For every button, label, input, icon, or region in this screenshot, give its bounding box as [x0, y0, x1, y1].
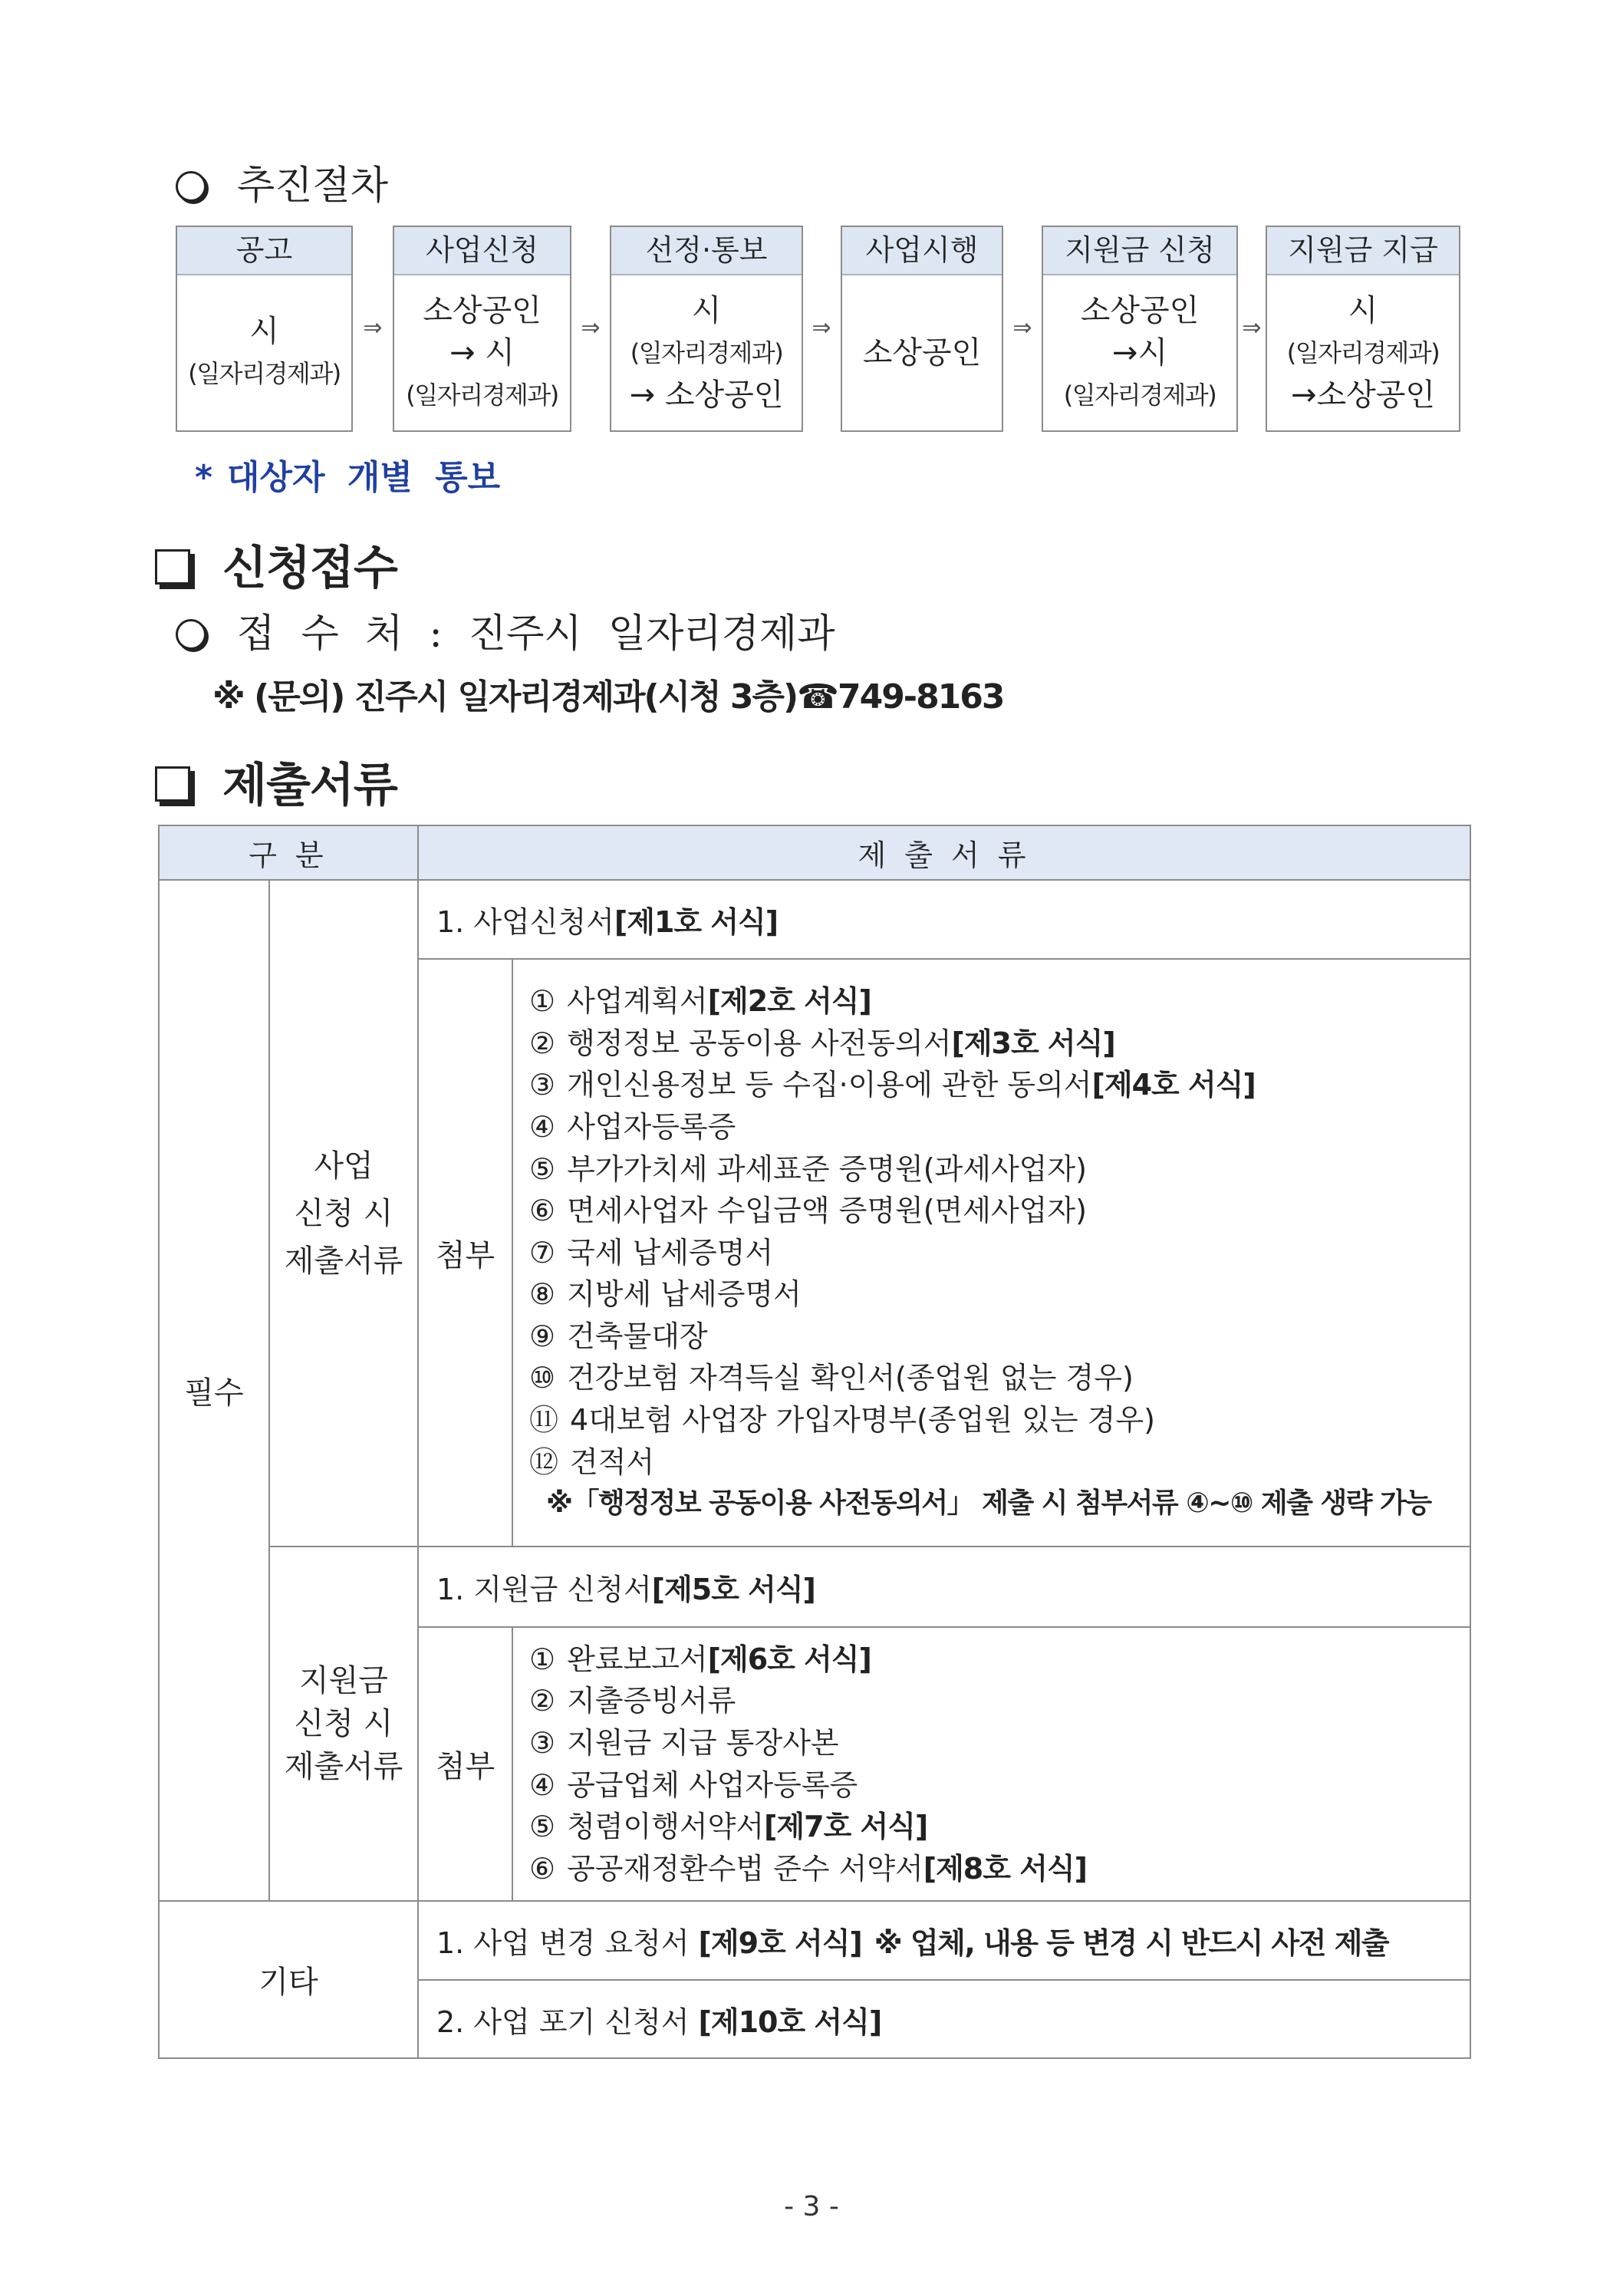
list-item — [529, 1680, 1470, 1722]
item-text: 청렴이행서약서 — [567, 1810, 765, 1844]
label-line: 신청 시 — [294, 1195, 393, 1231]
subsidy-application-label — [269, 1547, 418, 1901]
step-header: 선정·통보 — [611, 227, 802, 275]
item-number: ⑤ — [529, 1151, 556, 1186]
step-header: 사업신청 — [394, 227, 570, 275]
double-right-arrow-icon: ⇒ — [1242, 315, 1262, 341]
item-text: 개인신용정보 등 수집·이용에 관한 동의서 — [567, 1068, 1092, 1102]
submission-documents-table — [158, 825, 1471, 2059]
page-number: - 3 - — [784, 2191, 839, 2222]
list-item — [529, 1441, 1470, 1484]
list-item — [529, 1064, 1470, 1106]
form-number: [제3호 서식] — [951, 1026, 1115, 1060]
item-text: 4대보험 사업장 가입자명부(종업원 있는 경우) — [570, 1403, 1155, 1438]
item-number: ③ — [529, 1725, 556, 1760]
step-body — [611, 275, 802, 430]
list-item — [529, 1273, 1470, 1316]
shadowed-square-icon — [155, 549, 190, 585]
list-item — [529, 1357, 1470, 1399]
double-right-arrow-icon: ⇒ — [363, 315, 383, 341]
list-item — [529, 1232, 1470, 1274]
item-number: ③ — [529, 1068, 556, 1102]
item-number: ⑨ — [529, 1319, 556, 1353]
procedure-title: 추진절차 — [237, 163, 389, 209]
form-title: 1. 사업 변경 요청서 — [436, 1926, 699, 1960]
list-item — [529, 1722, 1470, 1764]
documents-heading: 제출서류 — [222, 759, 397, 812]
step-line: 시 — [691, 292, 722, 328]
label-line: 제출서류 — [284, 1243, 403, 1279]
step-line: (일자리경제과) — [630, 338, 783, 367]
step-body — [842, 275, 1002, 430]
item-text: 사업자등록증 — [567, 1109, 736, 1144]
list-item — [529, 1316, 1470, 1358]
double-right-arrow-icon: ⇒ — [581, 315, 601, 341]
item-number: ⑫ — [529, 1444, 559, 1479]
item-number: ② — [529, 1026, 556, 1060]
contact-info: ※ (문의) 진주시 일자리경제과(시청 3층)☎749-8163 — [212, 677, 1004, 716]
step-body — [177, 275, 351, 430]
form-number: [제10호 서식] — [698, 2004, 882, 2039]
item-text: 건축물대장 — [567, 1319, 708, 1353]
list-item — [529, 1848, 1470, 1890]
attachment-label: 첨부 — [418, 959, 512, 1547]
form-title: 2. 사업 포기 신청서 — [436, 2004, 699, 2039]
list-item — [529, 1639, 1470, 1681]
header-category: 구 분 — [159, 825, 418, 880]
table-row — [159, 1547, 1470, 1627]
step-line: 시 — [1348, 292, 1378, 328]
step-header: 공고 — [177, 227, 351, 275]
item-text: 국세 납세증명서 — [567, 1235, 774, 1270]
step-header: 지원금 신청 — [1043, 227, 1236, 275]
item-text: 지원금 지급 통장사본 — [567, 1725, 839, 1760]
label-line: 제출서류 — [284, 1749, 403, 1784]
label-line: 지원금 — [299, 1663, 388, 1698]
list-item — [529, 1148, 1470, 1191]
step-line: → 시 — [449, 334, 515, 371]
list-item — [529, 1399, 1470, 1441]
item-number: ④ — [529, 1109, 556, 1144]
reception-heading: 신청접수 — [222, 542, 397, 595]
list-item — [529, 1106, 1470, 1148]
step-line: → 소상공인 — [629, 377, 784, 413]
procedure-step-subsidy-payment — [1266, 226, 1460, 432]
list-item — [529, 1023, 1470, 1065]
item-number: ① — [529, 984, 556, 1019]
omission-note: ※「행정정보 공동이용 사전동의서」 제출 시 첨부서류 ④~⑩ 제출 생략 가능 — [546, 1487, 1431, 1520]
procedure-step-application — [393, 226, 571, 432]
step-line: 시 — [249, 314, 279, 349]
list-item — [529, 980, 1470, 1023]
procedure-step-selection-notice — [610, 226, 803, 432]
step-line: 소상공인 — [862, 334, 982, 371]
item-text: 공급업체 사업자등록증 — [567, 1767, 858, 1802]
list-item — [529, 1764, 1470, 1807]
step-line: 소상공인 — [1080, 292, 1200, 328]
item-text: 면세사업자 수입금액 증명원(면세사업자) — [567, 1194, 1087, 1228]
procedure-step-announcement — [176, 226, 353, 432]
item-number: ② — [529, 1684, 556, 1718]
item-number: ⑥ — [529, 1194, 556, 1228]
step-line: (일자리경제과) — [1286, 338, 1440, 367]
abandonment-form — [418, 1980, 1470, 2058]
item-text: 부가가치세 과세표준 증명원(과세사업자) — [567, 1151, 1087, 1186]
business-application-form — [418, 880, 1470, 959]
required-label: 필수 — [159, 880, 269, 1901]
list-item — [529, 1190, 1470, 1232]
form-number: [제2호 서식] — [707, 984, 871, 1019]
individual-notice-note: 대상자 개별 통보 — [227, 458, 501, 497]
step-line: (일자리경제과) — [188, 359, 341, 388]
table-row — [159, 880, 1470, 959]
item-number: ⑪ — [529, 1403, 559, 1438]
office-separator: : — [429, 611, 443, 657]
shadowed-circle-icon — [176, 619, 206, 650]
office-label: 접 수 처 — [237, 611, 403, 657]
step-header: 사업시행 — [842, 227, 1002, 275]
procedure-step-implementation — [841, 226, 1003, 432]
item-number: ⑩ — [529, 1361, 556, 1395]
header-documents: 제 출 서 류 — [418, 825, 1470, 880]
form-number: [제1호 서식] — [614, 905, 779, 939]
form-number: [제9호 서식] — [698, 1926, 862, 1960]
form-number: [제6호 서식] — [707, 1642, 871, 1676]
item-number: ⑦ — [529, 1235, 556, 1270]
double-right-arrow-icon: ⇒ — [812, 315, 831, 341]
form-number: [제4호 서식] — [1091, 1068, 1256, 1102]
table-header-row — [159, 825, 1470, 880]
reception-office-line — [237, 611, 835, 657]
item-number: ⑤ — [529, 1810, 556, 1844]
step-line: 소상공인 — [423, 292, 542, 328]
step-body — [1043, 275, 1236, 430]
subsidy-attachments-list — [512, 1627, 1470, 1901]
double-right-arrow-icon: ⇒ — [1012, 315, 1032, 341]
change-request-form — [418, 1901, 1470, 1980]
subsidy-application-form — [418, 1547, 1470, 1627]
form-title: 1. 사업신청서 — [436, 905, 614, 939]
office-name: 진주시 일자리경제과 — [468, 611, 835, 657]
step-body — [394, 275, 570, 430]
shadowed-circle-icon — [176, 171, 206, 202]
form-number: [제5호 서식] — [651, 1573, 815, 1606]
change-remark: ※ 업체, 내용 등 변경 시 반드시 사전 제출 — [874, 1926, 1389, 1960]
other-label: 기타 — [159, 1901, 418, 2058]
form-number: [제8호 서식] — [923, 1851, 1087, 1886]
item-number: ⑥ — [529, 1851, 556, 1886]
item-number: ① — [529, 1642, 556, 1676]
business-application-label — [269, 880, 418, 1547]
item-text: 지방세 납세증명서 — [567, 1277, 802, 1312]
item-text: 견적서 — [570, 1444, 655, 1479]
shadowed-square-icon — [155, 766, 190, 802]
step-line: (일자리경제과) — [1063, 380, 1216, 410]
item-text: 사업계획서 — [567, 984, 708, 1019]
step-line: →소상공인 — [1290, 377, 1436, 413]
item-text: 행정정보 공동이용 사전동의서 — [567, 1026, 952, 1060]
attachment-label: 첨부 — [418, 1627, 512, 1901]
form-title: 1. 지원금 신청서 — [436, 1573, 652, 1606]
item-number: ④ — [529, 1767, 556, 1802]
step-line: (일자리경제과) — [406, 380, 558, 410]
label-line: 신청 시 — [294, 1706, 393, 1741]
form-number: [제7호 서식] — [764, 1810, 928, 1844]
item-text: 건강보험 자격득실 확인서(종업원 없는 경우) — [567, 1361, 1134, 1395]
label-line: 사업 — [314, 1148, 374, 1184]
list-item — [529, 1806, 1470, 1848]
table-row — [159, 1901, 1470, 1980]
item-text: 지출증빙서류 — [567, 1684, 736, 1718]
step-header: 지원금 지급 — [1267, 227, 1459, 275]
item-number: ⑧ — [529, 1277, 556, 1312]
notice-mark: * — [195, 458, 213, 497]
business-attachments-list — [512, 959, 1470, 1547]
procedure-step-subsidy-request — [1042, 226, 1238, 432]
item-text: 완료보고서 — [567, 1642, 708, 1676]
step-line: →시 — [1111, 334, 1168, 371]
item-text: 공공재정환수법 준수 서약서 — [567, 1851, 923, 1886]
step-body — [1267, 275, 1459, 430]
